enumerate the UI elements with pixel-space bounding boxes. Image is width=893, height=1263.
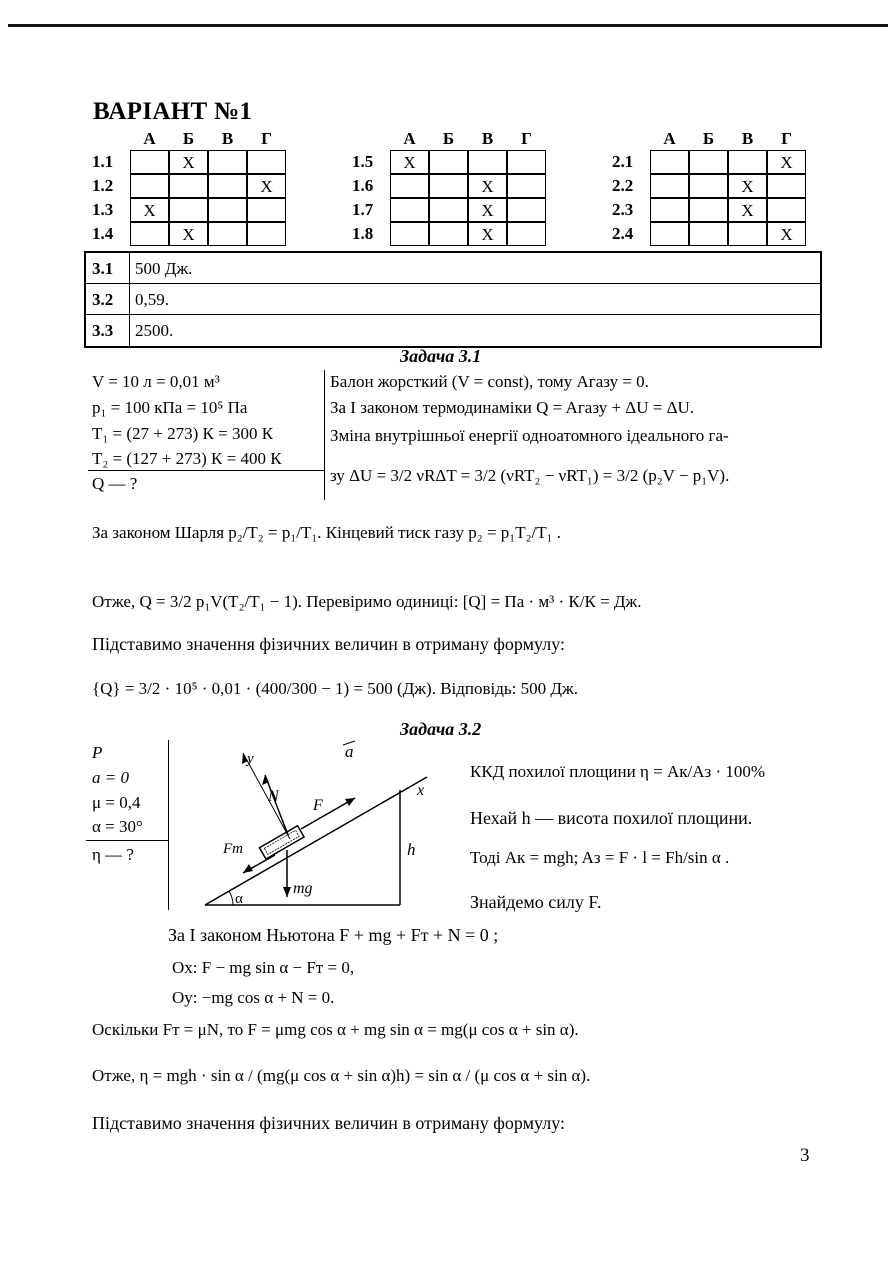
given-divider: [324, 370, 325, 500]
grid-cell: X: [169, 222, 208, 246]
grid-cell: [689, 150, 728, 174]
label-ft: Fт: [223, 841, 243, 857]
grid-cell: [247, 222, 286, 246]
given-line: η — ?: [92, 845, 134, 864]
solution-line: Знайдемо силу F.: [470, 892, 602, 912]
grid-cell: X: [767, 150, 806, 174]
result-row: [86, 315, 820, 346]
grid-cell: X: [468, 222, 507, 246]
result-value: 0,59.: [135, 290, 169, 309]
substitute-line: Підставимо значення фізичних величин в отриману формулу:: [92, 1113, 565, 1133]
grid-cell: [650, 222, 689, 246]
force-f-arrowhead: [345, 798, 355, 806]
grid-cell: [689, 222, 728, 246]
task-heading: Задача 3.2: [400, 719, 482, 739]
label-f: F: [313, 797, 323, 814]
grid-column-header: Г: [521, 129, 532, 148]
grid-row-label: 1.1: [92, 152, 114, 171]
gravity-arrowhead: [283, 887, 291, 897]
grid-row-label: 2.2: [612, 176, 634, 195]
block: [259, 826, 304, 859]
newton-law: За I законом Ньютона F + mg + Fт + N = 0 ;: [168, 925, 499, 945]
result-number: 3.1: [86, 253, 130, 283]
grid-column-header: Б: [182, 129, 195, 148]
grid-cell: [689, 198, 728, 222]
grid-cell: [507, 222, 546, 246]
grid-column-header: Г: [781, 129, 792, 148]
friction-force-arrowhead: [243, 864, 253, 873]
grid-column-header: Б: [702, 129, 715, 148]
label-h: h: [407, 840, 416, 859]
grid-cell: [169, 174, 208, 198]
grid-row-label: 2.4: [612, 224, 634, 243]
grid-cell: [507, 174, 546, 198]
solution-line: Тоді Aк = mgh; Aз = F · l = Fh/sin α .: [470, 848, 730, 867]
grid-cell: [130, 222, 169, 246]
given-line: p₁ = 100 кПа = 10⁵ Па: [92, 398, 248, 417]
given-line: μ = 0,4: [92, 793, 141, 812]
grid-cell: [728, 222, 767, 246]
normal-force-arrow: [265, 775, 288, 835]
grid-cell: [390, 222, 429, 246]
label-y: y: [247, 751, 254, 767]
grid-cell: X: [169, 150, 208, 174]
grid-cell: [767, 198, 806, 222]
label-n: N: [268, 788, 279, 805]
grid-cell: [208, 150, 247, 174]
label-a: a: [345, 742, 354, 761]
grid-row-label: 1.5: [352, 152, 374, 171]
grid-cell: X: [728, 174, 767, 198]
label-alpha: α: [235, 891, 243, 907]
page-number: 3: [800, 1145, 810, 1166]
given-line: P: [92, 743, 103, 762]
grid-column-header: А: [143, 129, 156, 148]
calculation: {Q} = 3/2 · 10⁵ · 0,01 · (400/300 − 1) = 500 (Дж). Відповідь: 500 Дж.: [92, 679, 578, 698]
grid-cell: X: [468, 198, 507, 222]
solution-line: Балон жорсткий (V = const), тому Aгазу = 0.: [330, 372, 649, 391]
answer-grid: [352, 129, 552, 249]
grid-column-header: Г: [261, 129, 272, 148]
given-separator: [88, 470, 324, 471]
grid-row-label: 2.3: [612, 200, 634, 219]
given-line: V = 10 л = 0,01 м³: [92, 372, 220, 391]
grid-row-label: 1.6: [352, 176, 374, 195]
grid-cell: X: [468, 174, 507, 198]
result-value: 500 Дж.: [135, 259, 193, 278]
grid-cell: [390, 174, 429, 198]
grid-cell: [507, 150, 546, 174]
grid-cell: [130, 150, 169, 174]
solution-line: Нехай h — висота похилої площини.: [470, 808, 753, 828]
grid-column-header: В: [741, 129, 754, 148]
answer-grid: [92, 129, 292, 249]
efficiency-line: ККД похилої площини η = Aк/Aз · 100%: [470, 762, 766, 781]
grid-cell: X: [390, 150, 429, 174]
grid-cell: [130, 174, 169, 198]
grid-column-header: Б: [442, 129, 455, 148]
grid-cell: [507, 198, 546, 222]
result-value: 2500.: [135, 321, 174, 340]
grid-cell: [429, 222, 468, 246]
grid-row-label: 1.4: [92, 224, 114, 243]
result-number: 3.2: [86, 284, 130, 314]
grid-row-label: 2.1: [612, 152, 634, 171]
friction-relation: Оскільки Fт = μN, то F = μmg cos α + mg sin α = mg(μ cos α + sin α).: [92, 1020, 579, 1039]
grid-column-header: В: [221, 129, 234, 148]
given-separator: [86, 840, 168, 841]
grid-cell: [650, 150, 689, 174]
grid-cell: X: [247, 174, 286, 198]
given-line: a = 0: [92, 768, 129, 787]
label-mg: mg: [293, 880, 313, 897]
grid-column-header: А: [663, 129, 676, 148]
grid-cell: [429, 198, 468, 222]
answer-grid: [612, 129, 812, 249]
equation-ox: Ox: F − mg sin α − Fт = 0,: [172, 958, 355, 977]
label-x: x: [417, 782, 425, 799]
grid-cell: [247, 198, 286, 222]
given-line: T₂ = (127 + 273) К = 400 К: [92, 449, 282, 468]
given-line: Q — ?: [92, 474, 138, 493]
grid-cell: [429, 150, 468, 174]
given-line: T₁ = (27 + 273) К = 300 К: [92, 424, 274, 443]
solution-line: За I законом термодинаміки Q = Aгазу + ΔU = ΔU.: [330, 398, 695, 417]
results-table: [84, 251, 822, 348]
top-rule: [8, 24, 888, 27]
grid-cell: [169, 198, 208, 222]
grid-cell: [208, 174, 247, 198]
task-heading: Задача 3.1: [400, 346, 482, 366]
grid-cell: [208, 198, 247, 222]
result-number: 3.3: [86, 315, 130, 346]
given-line: α = 30°: [92, 817, 143, 836]
grid-cell: [728, 150, 767, 174]
q-formula: Отже, Q = 3/2 p₁V(T₂/T₁ − 1). Перевіримо одиниці: [Q] = Па · м³ · К/К = Дж.: [92, 592, 642, 611]
charles-law: За законом Шарля p₂/T₂ = p₁/T₁. Кінцевий тиск газу p₂ = p₁T₂/T₁ .: [92, 523, 562, 542]
grid-cell: [247, 150, 286, 174]
grid-cell: [208, 222, 247, 246]
inclined-plane-diagram: [195, 735, 450, 915]
result-row: [86, 284, 820, 315]
grid-cell: [650, 198, 689, 222]
given-divider: [168, 740, 169, 910]
result-row: [86, 253, 820, 284]
grid-row-label: 1.2: [92, 176, 114, 195]
force-f-arrow: [301, 798, 355, 829]
substitute-line: Підставимо значення фізичних величин в отриману формулу:: [92, 634, 565, 654]
grid-cell: [390, 198, 429, 222]
grid-cell: [468, 150, 507, 174]
solution-line: Зміна внутрішньої енергії одноатомного ідеального га-: [330, 426, 729, 445]
grid-row-label: 1.8: [352, 224, 374, 243]
grid-column-header: А: [403, 129, 416, 148]
grid-cell: [767, 174, 806, 198]
grid-row-label: 1.3: [92, 200, 114, 219]
grid-cell: X: [767, 222, 806, 246]
solution-line: зу ΔU = 3/2 νRΔT = 3/2 (νRT₂ − νRT₁) = 3/2 (p₂V − p₁V).: [330, 466, 730, 485]
grid-row-label: 1.7: [352, 200, 374, 219]
equation-oy: Oy: −mg cos α + N = 0.: [172, 988, 335, 1007]
page-title: ВАРІАНТ №1: [93, 98, 253, 125]
grid-column-header: В: [481, 129, 494, 148]
alpha-arc: [229, 891, 233, 905]
grid-cell: X: [728, 198, 767, 222]
grid-cell: [689, 174, 728, 198]
efficiency-formula: Отже, η = mgh · sin α / (mg(μ cos α + sin α)h) = sin α / (μ cos α + sin α).: [92, 1066, 591, 1085]
grid-cell: [650, 174, 689, 198]
grid-cell: X: [130, 198, 169, 222]
grid-cell: [429, 174, 468, 198]
